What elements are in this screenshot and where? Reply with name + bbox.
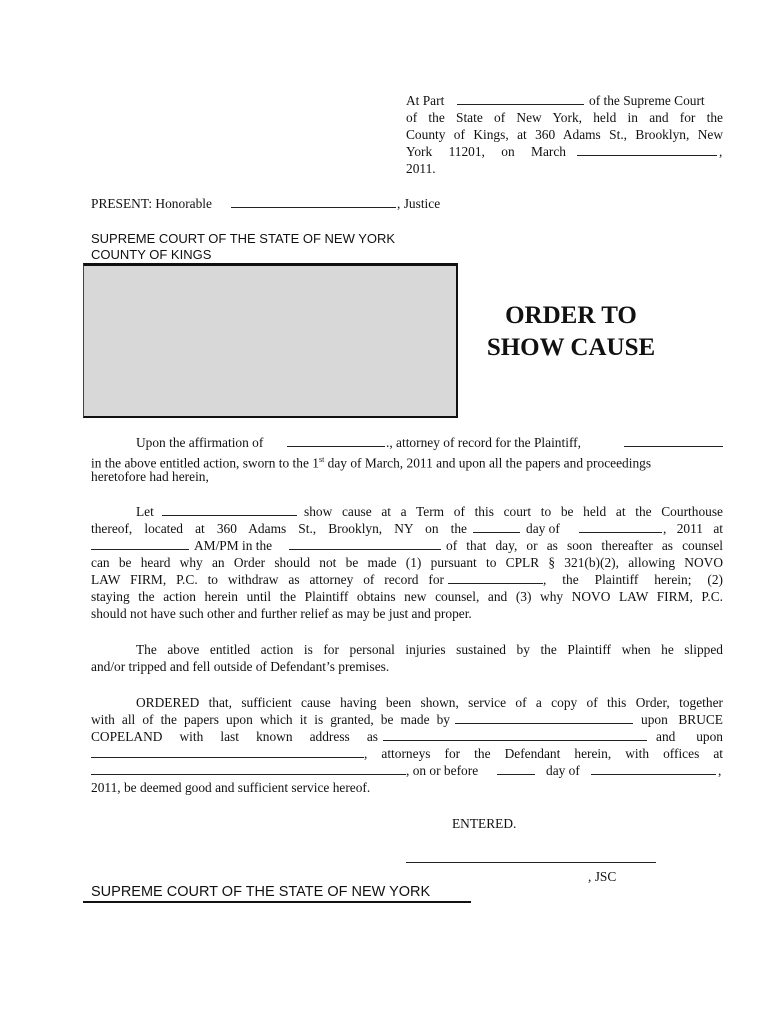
affirmant-blank[interactable] [287,446,385,447]
para2-line2b: day of [526,521,560,536]
document-title [476,300,666,364]
para2-line3a: AM/PM in the [194,538,273,553]
para4-line2b: upon BRUCE [641,712,723,727]
entered-label: ENTERED. [452,816,517,831]
title-line-2: SHOW CAUSE [486,334,656,361]
para2-line2a: thereof, located at 360 Adams St., Brooklyn, NY on the [91,521,467,536]
county-name: COUNTY OF KINGS [91,247,212,262]
present-label: PRESENT: Honorable [91,196,212,211]
march-date-blank[interactable] [577,155,717,156]
para4-line4: , attorneys for the Defendant herein, with offices at [364,746,723,761]
para2-line1b: show cause at a Term of this court to be held at the Courthouse [304,504,723,519]
header-line-1: At Part [406,93,445,108]
hearing-time-blank[interactable] [91,549,189,550]
header-line-1b: of the Supreme Court [589,93,705,108]
para1-line2b: day of March, 2011 and upon all the papers and proceedings [327,455,652,471]
plaintiff-blank[interactable] [624,446,723,447]
para2-line2c: , 2011 at [663,521,723,536]
para2-line6: staying the action herein until the Plaintiff obtains new counsel, and (3) why NOVO LAW FIRM, P.C. [91,589,723,604]
hearing-day-blank[interactable] [473,532,520,533]
footer-court-name: SUPREME COURT OF THE STATE OF NEW YORK [83,883,471,903]
defendant-attorneys-blank[interactable] [91,757,364,758]
para4-line3a: COPELAND with last known address as [91,729,378,744]
para1-sup: st [318,455,325,464]
service-day-blank[interactable] [497,774,535,775]
para1-line3: heretofore had herein, [91,469,209,484]
header-line-4b: , [719,144,723,159]
para4-line5b: day of [546,763,580,778]
justice-name-blank[interactable] [231,207,396,208]
para2-line1a: Let [136,504,154,519]
para2-line3b: of that day, or as soon thereafter as counsel [446,538,723,553]
para4-line3b: and upon [656,729,723,744]
para2-line4: can be heard why an Order should not be made (1) pursuant to CPLR § 321(b)(2), allowing NOVO [91,555,723,570]
present-suffix: , Justice [397,196,441,211]
respondent-blank[interactable] [162,515,297,516]
signature-line[interactable] [406,862,656,863]
case-caption-box [83,263,458,418]
para4-line2a: with all of the papers upon which it is granted, be made by [91,712,450,727]
service-month-blank[interactable] [591,774,716,775]
para4-line6: 2011, be deemed good and sufficient service hereof. [91,780,371,795]
served-by-blank[interactable] [455,723,633,724]
para1-line2a: in the above entitled action, sworn to the 1 [91,455,319,471]
last-known-address-blank[interactable] [383,740,647,741]
part-room-blank[interactable] [289,549,441,550]
para3-line2: and/or tripped and fell outside of Defendant’s premises. [91,659,390,674]
para2-line5a: LAW FIRM, P.C. to withdraw as attorney of record for [91,572,444,587]
header-line-3: County of Kings, at 360 Adams St., Brooklyn, New [406,127,723,142]
part-blank[interactable] [457,104,584,105]
title-line-1: ORDER TO [505,302,637,329]
court-name: SUPREME COURT OF THE STATE OF NEW YORK [91,231,396,246]
header-line-4: York 11201, on March [406,144,566,159]
attorney-offices-blank[interactable] [91,774,406,775]
withdraw-plaintiff-blank[interactable] [448,583,543,584]
para4-line1: ORDERED that, sufficient cause having been shown, service of a copy of this Order, together [136,695,723,710]
para3-line1: The above entitled action is for personal injuries sustained by the Plaintiff when he slipped [136,642,723,657]
para1-line1b: ., attorney of record for the Plaintiff, [386,435,581,450]
para2-line7: should not have such other and further relief as may be just and proper. [91,606,472,621]
para2-line5b: , the Plaintiff herein; (2) [543,572,723,587]
jsc-label: , JSC [588,869,617,884]
header-line-5: 2011. [406,161,436,176]
para1-line1a: Upon the affirmation of [136,435,264,450]
header-line-2: of the State of New York, held in and for the [406,110,723,125]
para4-line5a: , on or before [406,763,479,778]
hearing-month-blank[interactable] [579,532,662,533]
para4-line5c: , [718,763,722,778]
